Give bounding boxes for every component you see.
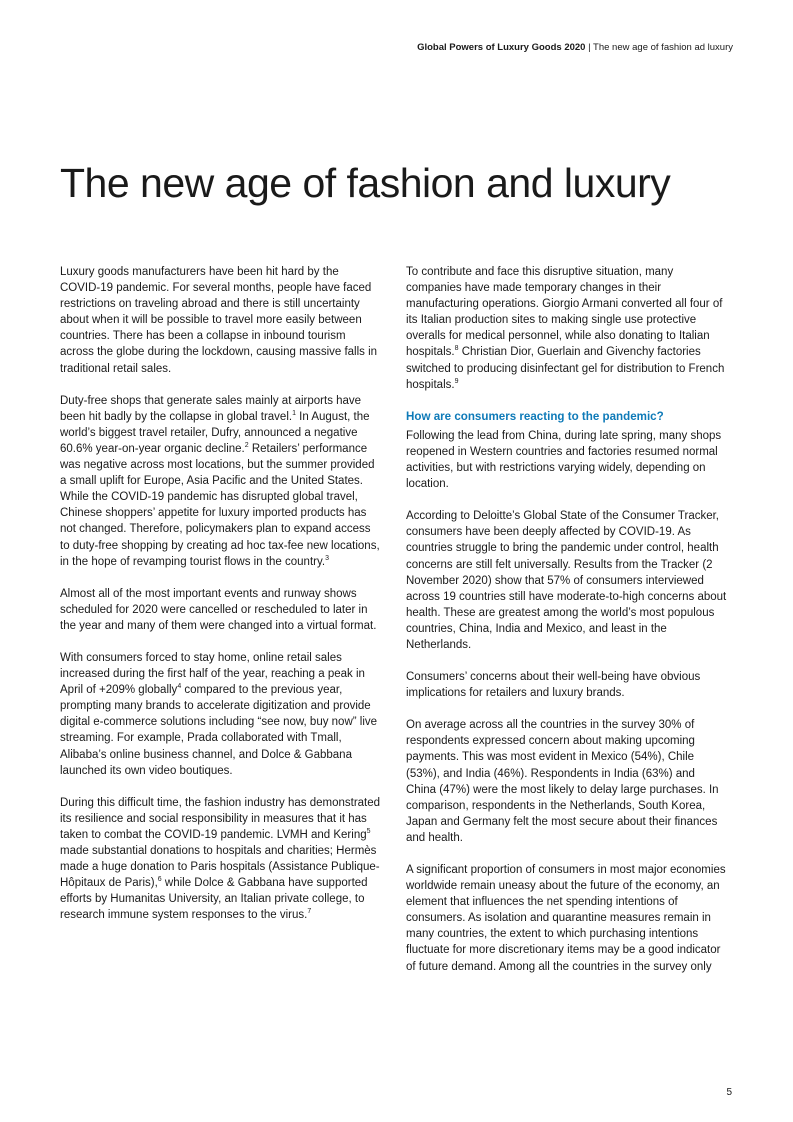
paragraph — [60, 795, 382, 924]
text: To contribute and face this disruptive situation, many companies have made temporary changes in their manufacturing operations. Giorgio Armani converted all four of its Italian production sites to making single use protective overalls for medical personnel, while also donating to Italian hospitals. — [406, 266, 723, 359]
footnote-ref: 4 — [177, 683, 182, 691]
paragraph: On average across all the countries in the survey 30% of respondents expressed concern about making upcoming payments. This was most evident in Mexico (54%), Chile (53%), and India (46%). Respondents in India (63%) and China (47%) were the most likely to delay large purchases. In comparison, respondents in the Netherlands, South Korea, Japan and Germany felt the most secure about their finances and health. — [406, 719, 719, 844]
page-title: The new age of fashion and luxury — [60, 160, 671, 206]
right-column — [406, 264, 728, 991]
paragraph: A significant proportion of consumers in most major economies worldwide remain uneasy about the future of the economy, an element that influences the net spending intentions of consumers. As isolation and quarantine measures remain in many countries, the extent to which purchasing intentions fluctuate for more discretionary items may be a good indicator of future demand. Among all the countries in the survey only — [406, 864, 726, 973]
header-separator: | — [585, 42, 594, 53]
text: Retailers’ performance was negative across most locations, but the summer provided a small uplift for Europe, Asia Pacific and the United States. While the COVID-19 pandemic has disrupted global travel, Chinese shoppers’ appetite for luxury imported products has not changed. Therefore, policymakers plan to expand access to duty-free shopping by creating ad hoc tax-fee new locations, in the hope of revamping tourist flows in the country. — [60, 442, 380, 568]
text: In August, the world’s biggest travel retailer, Dufry, announced a negative 60.6% year-on-year organic decline. — [60, 410, 370, 455]
left-column — [60, 264, 382, 939]
paragraph: Luxury goods manufacturers have been hit hard by the COVID-19 pandemic. For several months, people have faced restrictions on traveling abroad and there is still uncertainty about when it will be possible to travel more easily between countries. There has been a collapse in inbound tourism across the globe during the lockdown, causing massive falls in traditional retail sales. — [60, 266, 378, 375]
paragraph — [60, 650, 382, 779]
footnote-ref: 5 — [366, 828, 371, 836]
text: made substantial donations to hospitals and charities; Hermès made a huge donation to Paris hospitals (Assistance Publique-Hôpitaux de Paris), — [60, 845, 380, 890]
footnote-ref: 8 — [454, 345, 459, 353]
paragraph: According to Deloitte’s Global State of the Consumer Tracker, consumers have been deeply affected by COVID-19. As countries struggle to bring the pandemic under control, health concerns are still felt universally. Results from the Tracker (2 November 2020) show that 57% of consumers interviewed across 19 countries still have moderate-to-high concerns about health. These are greatest among the world’s most populous countries, China, India and Mexico, and least in the Netherlands. — [406, 510, 727, 651]
footnote-ref: 7 — [307, 908, 312, 916]
text: Christian Dior, Guerlain and Givenchy factories switched to producing disinfectant gel for distribution to French hospitals. — [406, 346, 725, 391]
paragraph: Almost all of the most important events and runway shows scheduled for 2020 were cancelled or rescheduled to later in the year and many of them were changed into a virtual format. — [60, 587, 377, 632]
footnote-ref: 6 — [157, 876, 162, 884]
page-number: 5 — [726, 1087, 732, 1098]
text: Duty-free shops that generate sales mainly at airports have been hit badly by the collapse in global travel. — [60, 394, 362, 423]
footnote-ref: 3 — [325, 554, 329, 562]
paragraph: Following the lead from China, during late spring, many shops reopened in Western countries and factories resumed normal activities, but with restrictions varying widely, depending on location. — [406, 429, 722, 491]
paragraph — [406, 264, 728, 393]
paragraph: Consumers’ concerns about their well-being have obvious implications for retailers and luxury brands. — [406, 671, 701, 700]
footnote-ref: 2 — [244, 442, 249, 450]
text: compared to the previous year, prompting many brands to accelerate digitization and provide digital e-commerce solutions including “see now, buy now” live streaming. For example, Prada collaborated with Tmall, Alibaba’s online business channel, and Dolce & Gabbana launched its own video boutiques. — [60, 684, 378, 777]
running-header — [417, 42, 733, 53]
text: With consumers forced to stay home, online retail sales increased during the first half of the year, reaching a peak in April of +209% globally — [60, 651, 365, 697]
text: During this difficult time, the fashion industry has demonstrated its resilience and social responsibility in measures that it has taken to combat the COVID-19 pandemic. LVMH and Kering — [60, 796, 381, 841]
section-heading: How are consumers reacting to the pandemic? — [406, 409, 664, 423]
text: while Dolce & Gabbana have supported efforts by Humanitas University, an Italian private college, to research immune system responses to the virus. — [60, 877, 368, 922]
paragraph — [60, 393, 382, 570]
footnote-ref: 9 — [454, 377, 459, 385]
footnote-ref: 1 — [292, 409, 296, 417]
section-title: The new age of fashion ad luxury — [593, 42, 733, 53]
report-title: Global Powers of Luxury Goods 2020 — [417, 42, 586, 53]
